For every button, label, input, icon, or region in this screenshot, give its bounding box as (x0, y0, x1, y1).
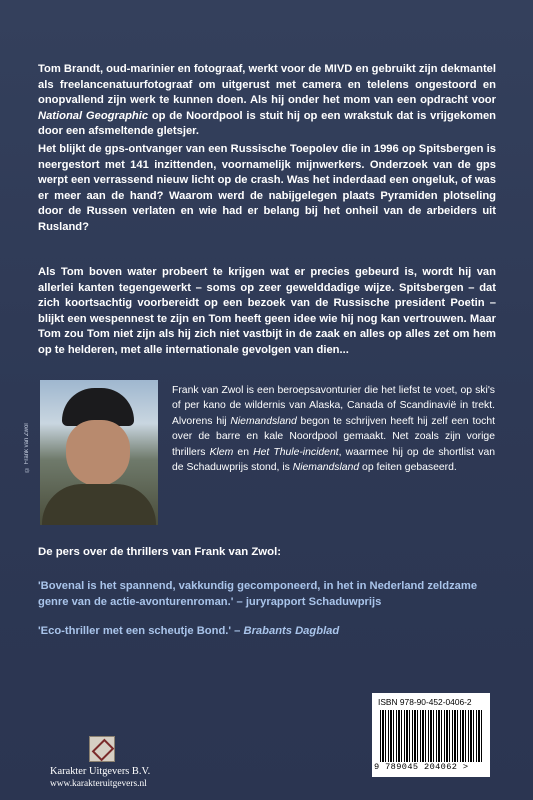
bio-title: Niemandsland (230, 415, 297, 427)
barcode-bars (380, 710, 482, 762)
blurb-paragraph-1 (38, 62, 496, 140)
publisher-website: www.karakteruitgevers.nl (50, 779, 147, 789)
author-face (66, 420, 130, 486)
bio-title: Klem (209, 446, 234, 458)
barcode-label (372, 693, 490, 777)
publisher-name: Karakter Uitgevers B.V. (50, 766, 151, 777)
press-quote-1: 'Bovenal is het spannend, vakkundig gecomponeerd, in het in Nederland zeldzame genre van de actie-avonturenroman.' – juryrapport Schaduwprijs (38, 580, 478, 608)
bio-text: Frank van Zwol is een beroepsavonturier die het liefst te voet, op ski's of per kano de wildernis van Alaska, Canada of Scandinavië in trekt. Alvorens hij (172, 385, 495, 427)
blurb-text: Tom Brandt, oud-marinier en fotograaf, werkt voor de MIVD en gebruikt zijn dekmantel als freelancenatuurfotograaf om uitgerust met camera en telelens ongestoord en onopvallend zijn werk te kunnen doen. Als hij onder het mom van een opdracht voor (38, 63, 496, 106)
bio-text: op feiten gebaseerd. (359, 462, 457, 474)
isbn-number: ISBN 978-90-452-0406-2 (378, 697, 472, 707)
photo-credit: © Frank van Zwol (24, 423, 30, 472)
bio-text: , waarmee hij op de shortlist van de Schaduwprijs stond, is (172, 446, 495, 474)
blurb-emphasis: National Geographic (38, 109, 149, 122)
bio-text: en (233, 446, 254, 458)
quote-text: 'Eco-thriller met een scheutje Bond.' – (38, 625, 244, 637)
logo-mark-icon (92, 739, 115, 762)
publisher-logo (89, 736, 115, 762)
bio-text: begon te schrijven heeft hij zelf een tocht over de barre en kale Noordpool gemaakt. Net zoals zijn vorige thrillers (172, 415, 495, 458)
bio-title: Het Thule-incident (253, 446, 339, 458)
press-quote-2 (38, 624, 498, 640)
author-bio (172, 383, 495, 475)
blurb-paragraph-3: Als Tom boven water probeert te krijgen wat er precies gebeurd is, wordt hij van allerlei kanten tegengewerkt – soms op zeer gewelddadige wijze. Spitsbergen – dat zich koortsachtig voorbereidt op een bezoek van de Russische president Poetin – blijkt een wespennest te zijn en Tom heeft geen idee wie hij nog kan vertrouwen. Maar Tom zou Tom niet zijn als hij zich niet vastbijt in de zaak en alles op alles zet om hem op te helderen, met alle internationale gevolgen van dien... (38, 266, 496, 356)
quote-source: Brabants Dagblad (243, 625, 340, 637)
author-coat (42, 484, 156, 525)
author-photo (40, 380, 158, 525)
bio-title: Niemandsland (292, 462, 360, 474)
press-heading: De pers over de thrillers van Frank van Zwol: (38, 546, 282, 558)
blurb-text: op de Noordpool is stuit hij op een wrakstuk dat is vrijgekomen door een afsmeltende gletsjer. (38, 109, 497, 137)
ean-digits: 9 789045 204062 > (374, 762, 488, 772)
blurb-paragraph-2: Het blijkt de gps-ontvanger van een Russische Toepolev die in 1996 op Spitsbergen is neergestort met 141 inzittenden, voornamelijk mijnwerkers. Onderzoek van de gps werpt een verrassend nieuw licht op de crash. Was het inderdaad een ongeluk, of was er meer aan de hand? Waarom werd de nabijgelegen plaats Pyramiden plotseling door de Russen verlaten en wie had er belang bij het onheil van de arbeiders uit Rusland? (38, 143, 496, 233)
